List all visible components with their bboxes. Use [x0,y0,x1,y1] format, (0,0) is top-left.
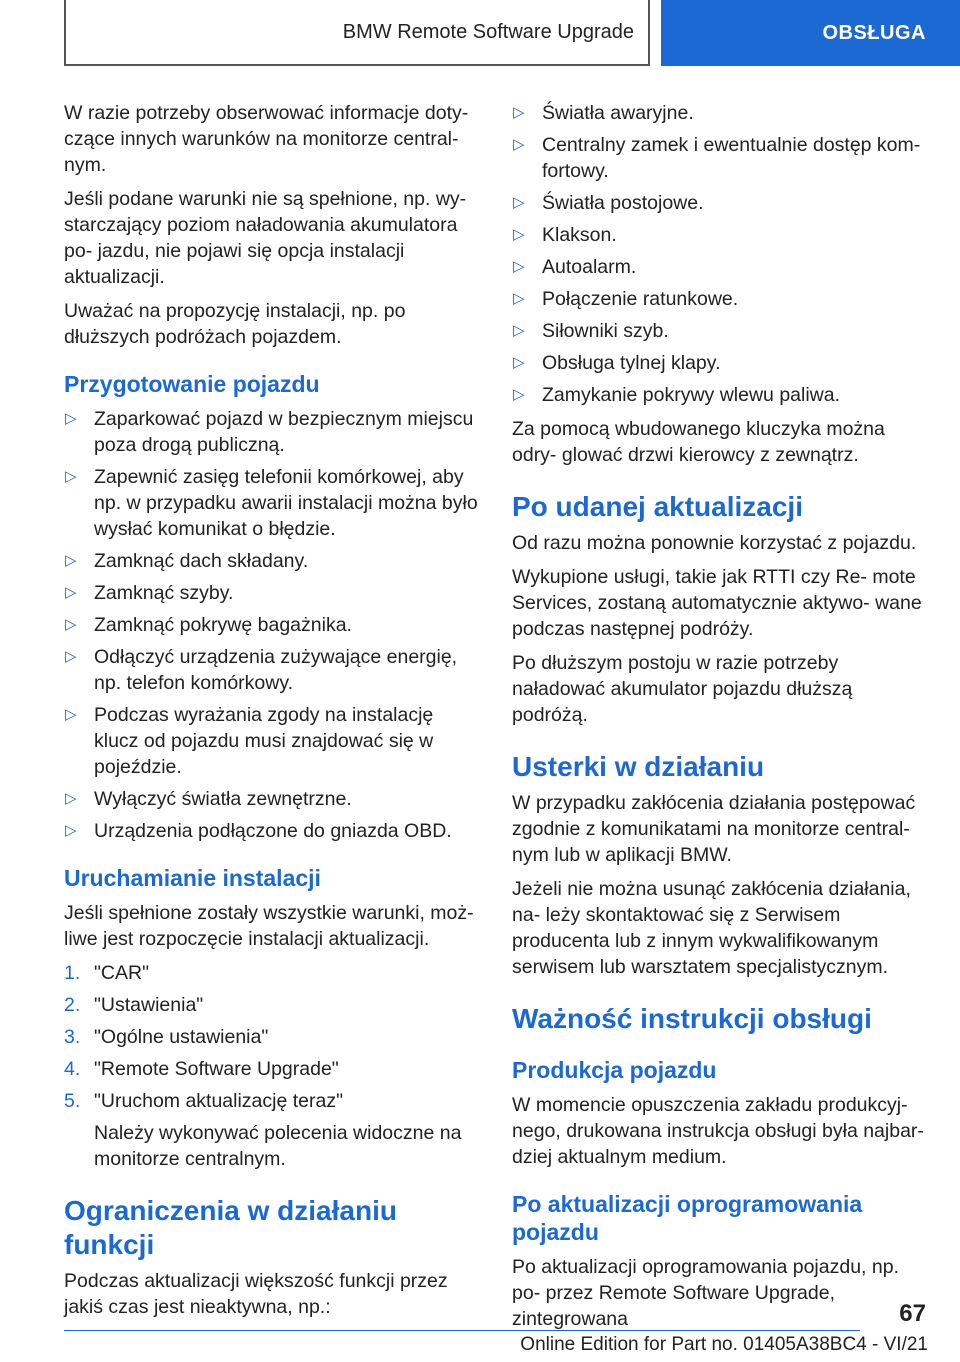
triangle-bullet-icon: ▷ [65,410,77,427]
list-item: ▷ Podczas wyrażania zgody na instalację klucz od pojazdu musi znajdować się w pojeździe. [65,704,434,778]
list-item: ▷ Wyłączyć światła zewnętrzne. [65,788,352,810]
list-item: ▷ Siłowniki szyb. [513,320,669,342]
triangle-bullet-icon: ▷ [65,584,77,601]
triangle-bullet-icon: ▷ [65,552,77,569]
step-item: 3. "Ogólne ustawienia" [64,1026,269,1048]
list-item: ▷ Klakson. [513,224,617,246]
triangle-bullet-icon: ▷ [513,258,525,275]
list-item: ▷ Zaparkować pojazd w bezpiecznym miejscu poza drogą publiczną. [65,408,474,456]
faults-paragraph-2: Jeżeli nie można usunąć zakłócenia działania, na‐ leży skontaktować się z Serwisem producenta lub z innym wykwalifikowanym serwisem lub warsztatem specjalistycznym. [512,878,911,978]
header-title: BMW Remote Software Upgrade [64,0,650,66]
list-item: ▷ Autoalarm. [513,256,637,278]
intro-paragraph-1: W razie potrzeby obserwować informacje doty‐ czące innych warunków na monitorze central‐ nym. [64,102,469,176]
success-paragraph-1: Od razu można ponownie korzystać z pojazdu. [512,532,917,554]
production-paragraph: W momencie opuszczenia zakładu produkcyj‐ nego, drukowana instrukcja obsługi była najbar‐ dziej aktualnym medium. [512,1094,924,1168]
list-item: ▷ Światła postojowe. [513,192,704,214]
triangle-bullet-icon: ▷ [513,226,525,243]
installation-steps [64,960,482,1172]
footer-edition: Online Edition for Part no. 01405A38BC4 - VI/21 [520,1334,928,1355]
heading-vehicle-production: Produkcja pojazdu [512,1057,717,1083]
triangle-bullet-icon: ▷ [65,468,77,485]
step-item: 1. "CAR" [64,962,150,984]
list-item: ▷ Odłączyć urządzenia zużywające energię, np. telefon komórkowy. [65,646,458,694]
page-header [0,0,960,66]
after-update-paragraph: Po aktualizacji oprogramowania pojazdu, np. po‐ przez Remote Software Upgrade, zintegrowana [512,1256,899,1330]
step-item: 2. "Ustawienia" [64,994,204,1016]
step-item: 5. "Uruchom aktualizację teraz" Należy wykonywać polecenia widoczne na monitorze centralnym. [64,1088,482,1172]
triangle-bullet-icon: ▷ [65,790,77,807]
triangle-bullet-icon: ▷ [65,616,77,633]
list-item: ▷ Obsługa tylnej klapy. [513,352,721,374]
triangle-bullet-icon: ▷ [513,386,525,403]
limits-paragraph: Podczas aktualizacji większość funkcji przez jakiś czas jest nieaktywna, np.: [64,1270,448,1318]
step-item: 4. "Remote Software Upgrade" [64,1058,339,1080]
heading-after-software-update: Po aktualizacji oprogramowania pojazdu [512,1191,863,1245]
step-5-instruction: Należy wykonywać polecenia widoczne na monitorze centralnym. [94,1122,462,1170]
triangle-bullet-icon: ▷ [513,290,525,307]
triangle-bullet-icon: ▷ [513,194,525,211]
heading-function-limits: Ograniczenia w działaniu funkcji [64,1195,397,1260]
left-column [64,100,482,1328]
intro-paragraph-2: Jeśli podane warunki nie są spełnione, np. wy‐ starczający poziom naładowania akumulatora po‐ jazdu, nie pojawi się opcja instalacji aktualizacji. [64,188,467,288]
heading-manual-validity: Ważność instrukcji obsługi [512,1003,872,1034]
heading-malfunctions: Usterki w działaniu [512,751,765,782]
footer-divider [64,1330,860,1331]
page-number: 67 [899,1300,926,1327]
triangle-bullet-icon: ▷ [513,136,525,153]
header-section-tab: OBSŁUGA [661,0,960,66]
inactive-functions-list [512,100,926,408]
heading-start-installation: Uruchamianie instalacji [64,865,321,891]
success-paragraph-3: Po dłuższym postoju w razie potrzeby naładować akumulator pojazdu dłuższą podróżą. [512,652,853,726]
list-item: ▷ Zamykanie pokrywy wlewu paliwa. [513,384,841,406]
list-item: ▷ Zamknąć dach składany. [65,550,309,572]
list-item: ▷ Zamknąć szyby. [65,582,234,604]
preparation-list [64,406,482,844]
heading-after-successful-update: Po udanej aktualizacji [512,491,803,522]
start-paragraph: Jeśli spełnione zostały wszystkie warunki, moż‐ liwe jest rozpoczęcie instalacji aktualizacji. [64,902,474,950]
triangle-bullet-icon: ▷ [513,354,525,371]
key-paragraph: Za pomocą wbudowanego kluczyka można odry‐ glować drzwi kierowcy z zewnątrz. [512,418,885,466]
list-item: ▷ Zamknąć pokrywę bagażnika. [65,614,352,636]
list-item: ▷ Centralny zamek i ewentualnie dostęp kom‐ fortowy. [513,134,921,182]
list-item: ▷ Światła awaryjne. [513,102,694,124]
triangle-bullet-icon: ▷ [65,706,77,723]
success-paragraph-2: Wykupione usługi, takie jak RTTI czy Re‐ mote Services, zostaną automatycznie aktywo‐ wane podczas następnej podróży. [512,566,922,640]
triangle-bullet-icon: ▷ [513,322,525,339]
intro-paragraph-3: Uważać na propozycję instalacji, np. po dłuższych podróżach pojazdem. [64,300,406,348]
list-item: ▷ Urządzenia podłączone do gniazda OBD. [65,820,452,842]
triangle-bullet-icon: ▷ [513,104,525,121]
right-column [512,100,926,1340]
triangle-bullet-icon: ▷ [65,822,77,839]
faults-paragraph-1: W przypadku zakłócenia działania postępować zgodnie z komunikatami na monitorze central‐ nym lub w aplikacji BMW. [512,792,916,866]
list-item: ▷ Połączenie ratunkowe. [513,288,739,310]
list-item: ▷ Zapewnić zasięg telefonii komórkowej, aby np. w przypadku awarii instalacji można było wysłać komunikat o błędzie. [65,466,478,540]
triangle-bullet-icon: ▷ [65,648,77,665]
heading-vehicle-preparation: Przygotowanie pojazdu [64,371,320,397]
